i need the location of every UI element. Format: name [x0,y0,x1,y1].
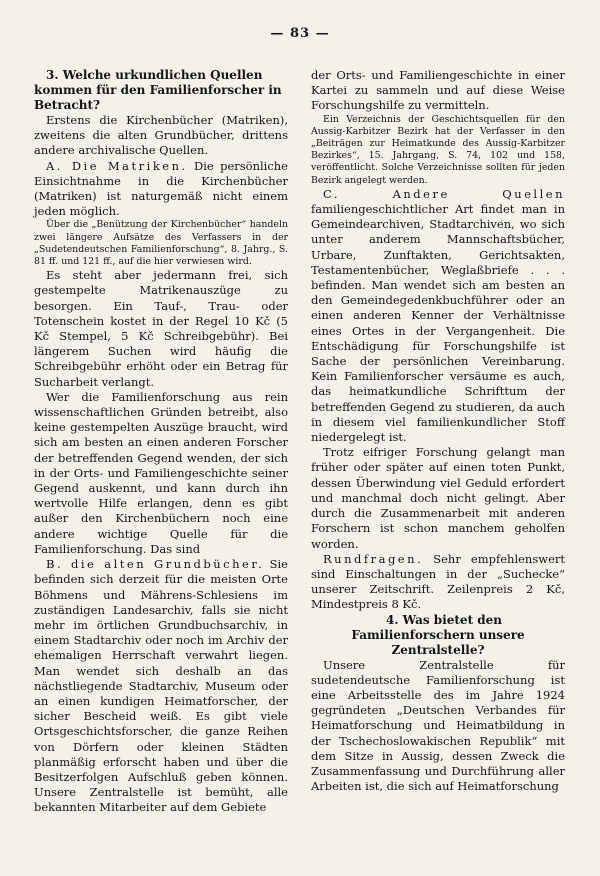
subsection-label-a: A. Die Matriken. [46,158,188,173]
left-column [34,68,288,816]
section-4-heading: 4. Was bietet den Familienforschern unsere Zentralstelle? [351,612,525,657]
page-number: — 83 — [270,26,330,41]
paragraph: der Orts- und Familiengeschichte in einer Kartei zu sammeln und auf diese Weise Forschungshilfe zu vermitteln. [311,68,565,113]
footnote-text: Ein Verzeichnis der Geschichtsquellen für den Aussig-Karbitzer Bezirk hat der Verfasser in den „Beiträgen zur Heimatkunde des Aussig-Karbitzer Bezirkes“, 15. Jahrgang, S. 74, 102 und 158, veröffentlicht. Solche Verzeichnisse sollten für jeden Bezirk angelegt werden. [311,113,565,186]
paragraph: Es steht aber jedermann frei, sich gestempelte Matrikenauszüge zu besorgen. Ein Tauf-, Trau- oder Totenschein kostet in der Regel 10 Kč (5 Kč Stempel, 5 Kč Schreibgebühr). Bei längerem Suchen wird häufig die Schreibgebühr erhöht oder ein Betrag für Sucharbeit verlangt. [34,268,288,389]
paragraph: Erstens die Kirchenbücher (Matriken), zweitens die alten Grundbücher, drittens andere archivalische Quellen. [34,113,288,158]
subsection-label-c: C. Andere Quellen [323,186,565,201]
paragraph: Trotz eifriger Forschung gelangt man früher oder später auf einen toten Punkt, dessen Überwindung viel Geduld erfordert und manchmal doch nicht gelingt. Aber durch die Zusammenarbeit mit anderen Forschern ist schon manchem geholfen worden. [311,445,565,551]
subsection-label-b: B. die alten Grundbücher. [46,557,265,572]
paragraph-matriken: A. Die Matriken. Die persönliche Einsichtnahme in die Kirchenbücher (Matriken) ist naturgemäß nicht einem jeden möglich. [34,158,288,219]
footnote-text: Über die „Benützung der Kirchenbücher“ handeln zwei längere Aufsätze des Verfassers in der „Sudetendeutschen Familienforschung“, 8. Jahrg., S. 81 ff. und 121 ff., auf die hier verwiesen wird. [34,219,288,268]
section-3-heading: 3. Welche urkundlichen Quellen kommen für den Familienforscher in Betracht? [34,68,282,112]
rundfragen-label: Rundfragen. [323,551,424,566]
paragraph: Unsere Zentralstelle für sudetendeutsche Familienforschung ist eine Arbeitsstelle des im Jahre 1924 gegründeten „Deutschen Verbandes für Heimatforschung und Heimatbildung in der Tschechoslowakischen Republik“ mit dem Sitze in Aussig, dessen Zweck die Zusammenfassung und Durchführung aller Arbeiten ist, die sich auf Heimatforschung [311,657,565,794]
paragraph: Wer die Familienforschung aus rein wissenschaftlichen Gründen betreibt, also keine gestempelten Auszüge braucht, wird sich am besten an einen anderen Forscher der betreffenden Gegend wenden, der sich in der Orts- und Familiengeschichte seiner Gegend auskennt, und kann durch ihn wertvolle Hilfe erlangen, denn es gibt außer den Kirchenbüchern noch eine andere wichtige Quelle für die Familienforschung. Das sind [34,389,288,556]
paragraph-andere-quellen: C. Andere Quellen familiengeschichtlicher Art findet man in Gemeindearchiven, Stadtarchiven, wo sich unter anderem Mannschaftsbücher, Urbare, Zunftakten, Gerichtsakten, Testamentenbücher, Weglaßbriefe . . . befinden. Man wendet sich am besten an den Gemeindegedenkbuchführer oder an einen anderen Kenner der Verhältnisse eines Ortes in der Vergangenheit. Die Entschädigung für Forschungshilfe ist Sache der persönlichen Vereinbarung. Kein Familienforscher versäume es auch, das heimatkundliche Schrifttum der betreffenden Gegend zu studieren, da auch in diesem viel familienkundlicher Stoff niedergelegt ist. [311,186,565,445]
paragraph-rundfragen: Rundfragen. Sehr empfehlenswert sind Einschaltungen in der „Suchecke“ unserer Zeitschrift. Zeilenpreis 2 Kč, Mindestpreis 8 Kč. [311,551,565,612]
right-column [311,68,565,794]
paragraph-grundbuecher: B. die alten Grundbücher. Sie befinden sich derzeit für die meisten Orte Böhmens und Mährens-Schlesiens im zuständigen Landesarchiv, falls sie nicht mehr im örtlichen Grundbuchsarchiv, in einem Stadtarchiv oder noch im Archiv der ehemaligen Herrschaft verwahrt liegen. Man wendet sich deshalb an das nächstliegende Stadtarchiv, Museum oder an einen kundigen Heimatforscher, der sicher Bescheid weiß. Es gibt viele Ortsgeschichtsforscher, die ganze Reihen von Dörfern oder kleinen Städten planmäßig erforscht haben und über die Besitzerfolgen Aufschluß geben können. Unsere Zentralstelle ist bemüht, alle bekannten Mitarbeiter auf dem Gebiete [34,557,288,815]
